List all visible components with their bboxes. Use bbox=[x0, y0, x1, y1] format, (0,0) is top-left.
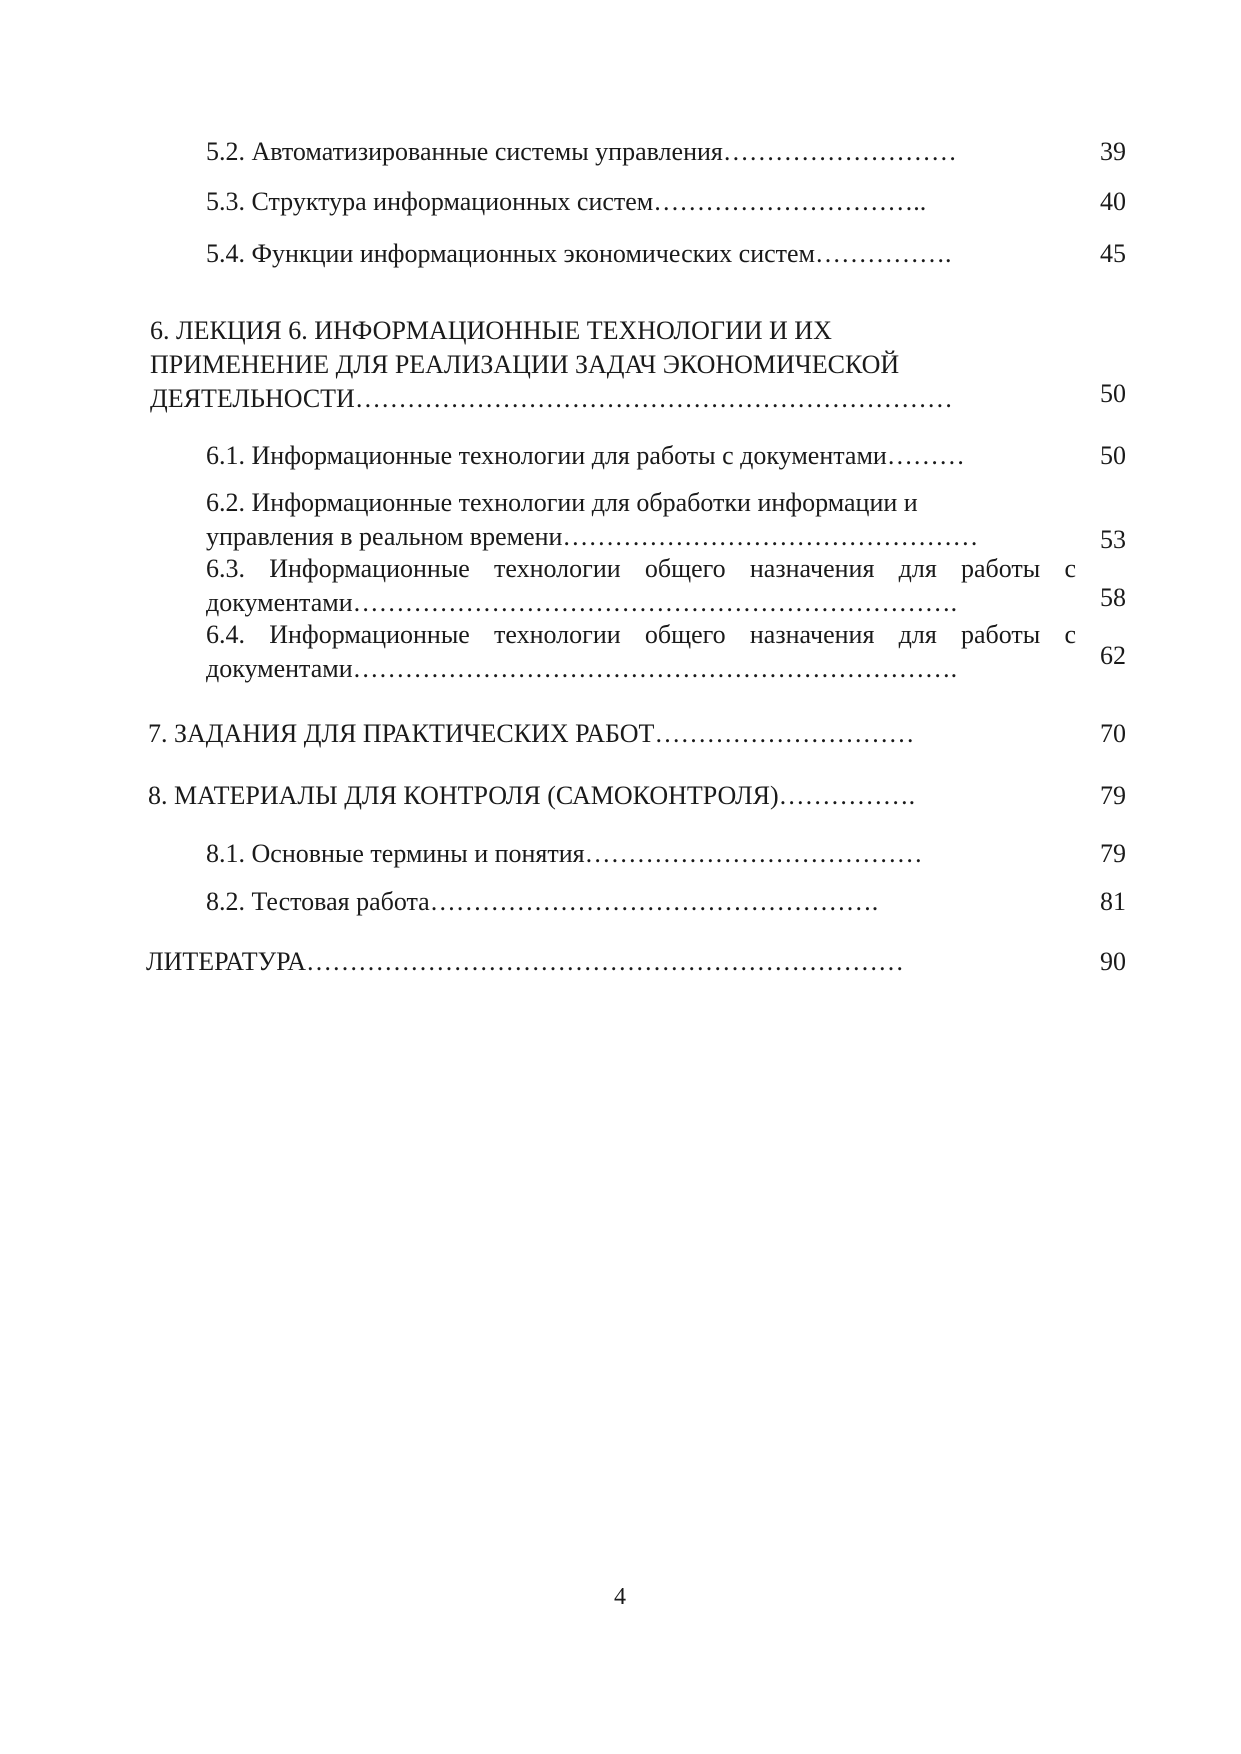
page-number: 4 bbox=[614, 1584, 626, 1610]
toc-page-number: 81 bbox=[1100, 887, 1126, 916]
toc-entry-title: 5.3. Структура информационных систем………………………….. bbox=[206, 187, 927, 216]
toc-entry-title: 8. МАТЕРИАЛЫ ДЛЯ КОНТРОЛЯ (САМОКОНТРОЛЯ)……………. bbox=[148, 781, 916, 810]
toc-page-number: 70 bbox=[1100, 719, 1126, 748]
toc-page-number: 50 bbox=[1100, 379, 1126, 408]
toc-entry-title: 5.4. Функции информационных экономических систем……………. bbox=[206, 239, 952, 268]
toc-page-number: 79 bbox=[1100, 781, 1126, 810]
toc-page-number: 53 bbox=[1100, 525, 1126, 554]
toc-page-number: 40 bbox=[1100, 187, 1126, 216]
toc-page-number: 45 bbox=[1100, 239, 1126, 268]
toc-entry-6-1 bbox=[206, 440, 965, 472]
toc-entry-literature bbox=[146, 946, 904, 978]
toc-entry-8 bbox=[148, 780, 915, 812]
toc-entry-title: ЛИТЕРАТУРА…………………………………………………………… bbox=[146, 947, 904, 976]
toc-entry-title-line: ПРИМЕНЕНИЕ ДЛЯ РЕАЛИЗАЦИИ ЗАДАЧ ЭКОНОМИЧЕСКОЙ bbox=[150, 350, 900, 379]
toc-page-number: 39 bbox=[1100, 137, 1126, 166]
toc-entry-7 bbox=[148, 718, 914, 750]
toc-entry-6-4 bbox=[206, 618, 1076, 686]
toc-entry-title: 5.2. Автоматизированные системы управления……………………… bbox=[206, 137, 957, 166]
toc-entry-8-2 bbox=[206, 886, 878, 918]
toc-entry-6-2 bbox=[206, 486, 978, 554]
toc-page-number: 58 bbox=[1100, 583, 1126, 612]
toc-entry-title: 6.1. Информационные технологии для работы с документами……… bbox=[206, 441, 965, 470]
toc-entry-5-4 bbox=[206, 238, 952, 270]
toc-entry-title-line: 6.3. Информационные технологии общего назначения для работы с bbox=[206, 554, 1076, 583]
toc-entry-title-line: 6.2. Информационные технологии для обработки информации и bbox=[206, 488, 918, 517]
toc-entry-6 bbox=[150, 314, 953, 416]
toc-page-number: 62 bbox=[1100, 641, 1126, 670]
toc-entry-title: 8.2. Тестовая работа……………………………………………. bbox=[206, 887, 879, 916]
toc-entry-5-3 bbox=[206, 186, 926, 218]
toc-entry-title-line: документами……………………………………………………………. bbox=[206, 654, 958, 683]
toc-entry-title-line: 6.4. Информационные технологии общего назначения для работы с bbox=[206, 620, 1076, 649]
toc-entry-title-line: документами……………………………………………………………. bbox=[206, 588, 958, 617]
toc-entry-title-line: 6. ЛЕКЦИЯ 6. ИНФОРМАЦИОННЫЕ ТЕХНОЛОГИИ И ИХ bbox=[150, 316, 832, 345]
toc-entry-8-1 bbox=[206, 838, 923, 870]
toc-page-number: 90 bbox=[1100, 947, 1126, 976]
toc-entry-title: 7. ЗАДАНИЯ ДЛЯ ПРАКТИЧЕСКИХ РАБОТ………………………… bbox=[148, 719, 915, 748]
toc-entry-6-3 bbox=[206, 552, 1076, 620]
toc-entry-title-line: управления в реальном времени………………………………………… bbox=[206, 522, 979, 551]
toc-entry-title: 8.1. Основные термины и понятия………………………………… bbox=[206, 839, 923, 868]
toc-page-number: 79 bbox=[1100, 839, 1126, 868]
toc-page-number: 50 bbox=[1100, 441, 1126, 470]
toc-entry-title-line: ДЕЯТЕЛЬНОСТИ…………………………………………………………… bbox=[150, 384, 953, 413]
toc-entry-5-2 bbox=[206, 136, 957, 168]
